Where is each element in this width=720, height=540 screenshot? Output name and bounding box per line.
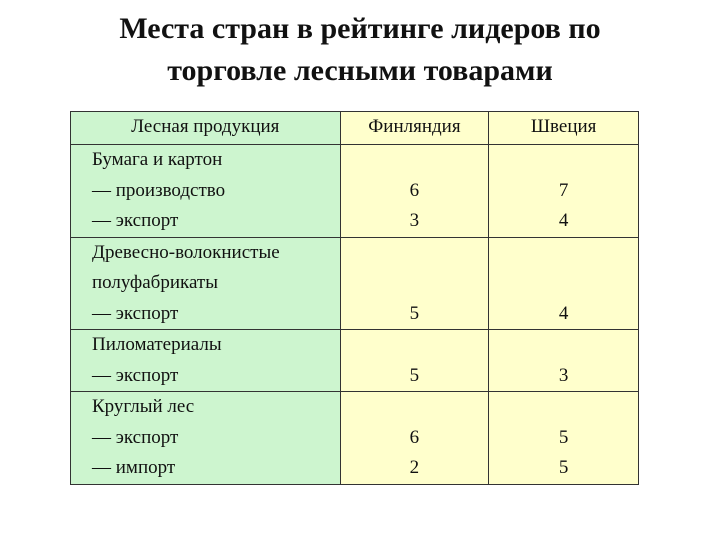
product-line: — экспорт — [92, 302, 179, 324]
rank-value — [489, 330, 638, 361]
rank-value: 2 — [409, 457, 420, 478]
product-line: — производство — [92, 179, 226, 201]
rank-value — [341, 330, 489, 361]
rank-value: 6 — [409, 179, 420, 201]
rank-value — [341, 268, 489, 299]
rank-value — [341, 238, 489, 269]
title-line-2: торговле лесными товарами — [167, 54, 553, 87]
product-line: Бумага и картон — [92, 149, 223, 170]
product-line: Древесно-волокнистые — [92, 241, 280, 263]
rank-value: 3 — [558, 364, 569, 386]
rank-value — [489, 392, 638, 423]
product-line: — экспорт — [92, 364, 179, 386]
product-cell — [71, 237, 341, 330]
sweden-cell — [489, 392, 639, 485]
product-line: полуфабрикаты — [92, 272, 218, 293]
slide-title — [0, 8, 720, 92]
product-line: Круглый лес — [92, 396, 195, 417]
finland-cell — [340, 392, 489, 485]
table-row — [71, 237, 639, 330]
product-line: — импорт — [92, 457, 176, 478]
rank-value: 7 — [558, 179, 569, 201]
header-row — [71, 112, 639, 145]
header-finland: Финляндия — [340, 112, 489, 145]
product-line: — экспорт — [92, 426, 179, 448]
rank-value: 4 — [558, 210, 569, 231]
product-cell — [71, 392, 341, 485]
finland-cell — [340, 145, 489, 238]
rank-value: 6 — [409, 426, 420, 448]
header-sweden: Швеция — [489, 112, 639, 145]
rank-value — [489, 145, 638, 176]
ranking-table — [70, 111, 639, 485]
sweden-cell — [489, 145, 639, 238]
sweden-cell — [489, 330, 639, 392]
sweden-cell — [489, 237, 639, 330]
product-line: Пиломатериалы — [92, 334, 222, 355]
rank-value: 3 — [409, 210, 420, 231]
table-row — [71, 145, 639, 238]
rank-value — [489, 238, 638, 269]
rank-value — [341, 145, 489, 176]
rank-value: 4 — [558, 302, 569, 324]
rank-value: 5 — [409, 302, 420, 324]
finland-cell — [340, 330, 489, 392]
rank-value — [341, 392, 489, 423]
title-line-1: Места стран в рейтинге лидеров по — [119, 12, 601, 45]
product-line: — экспорт — [92, 210, 179, 231]
product-cell — [71, 145, 341, 238]
rank-value: 5 — [558, 426, 569, 448]
rank-value: 5 — [409, 364, 420, 386]
rank-value: 5 — [558, 457, 569, 478]
finland-cell — [340, 237, 489, 330]
table-row — [71, 392, 639, 485]
product-cell — [71, 330, 341, 392]
table-row — [71, 330, 639, 392]
rank-value — [489, 268, 638, 299]
header-product: Лесная продукция — [71, 112, 341, 145]
